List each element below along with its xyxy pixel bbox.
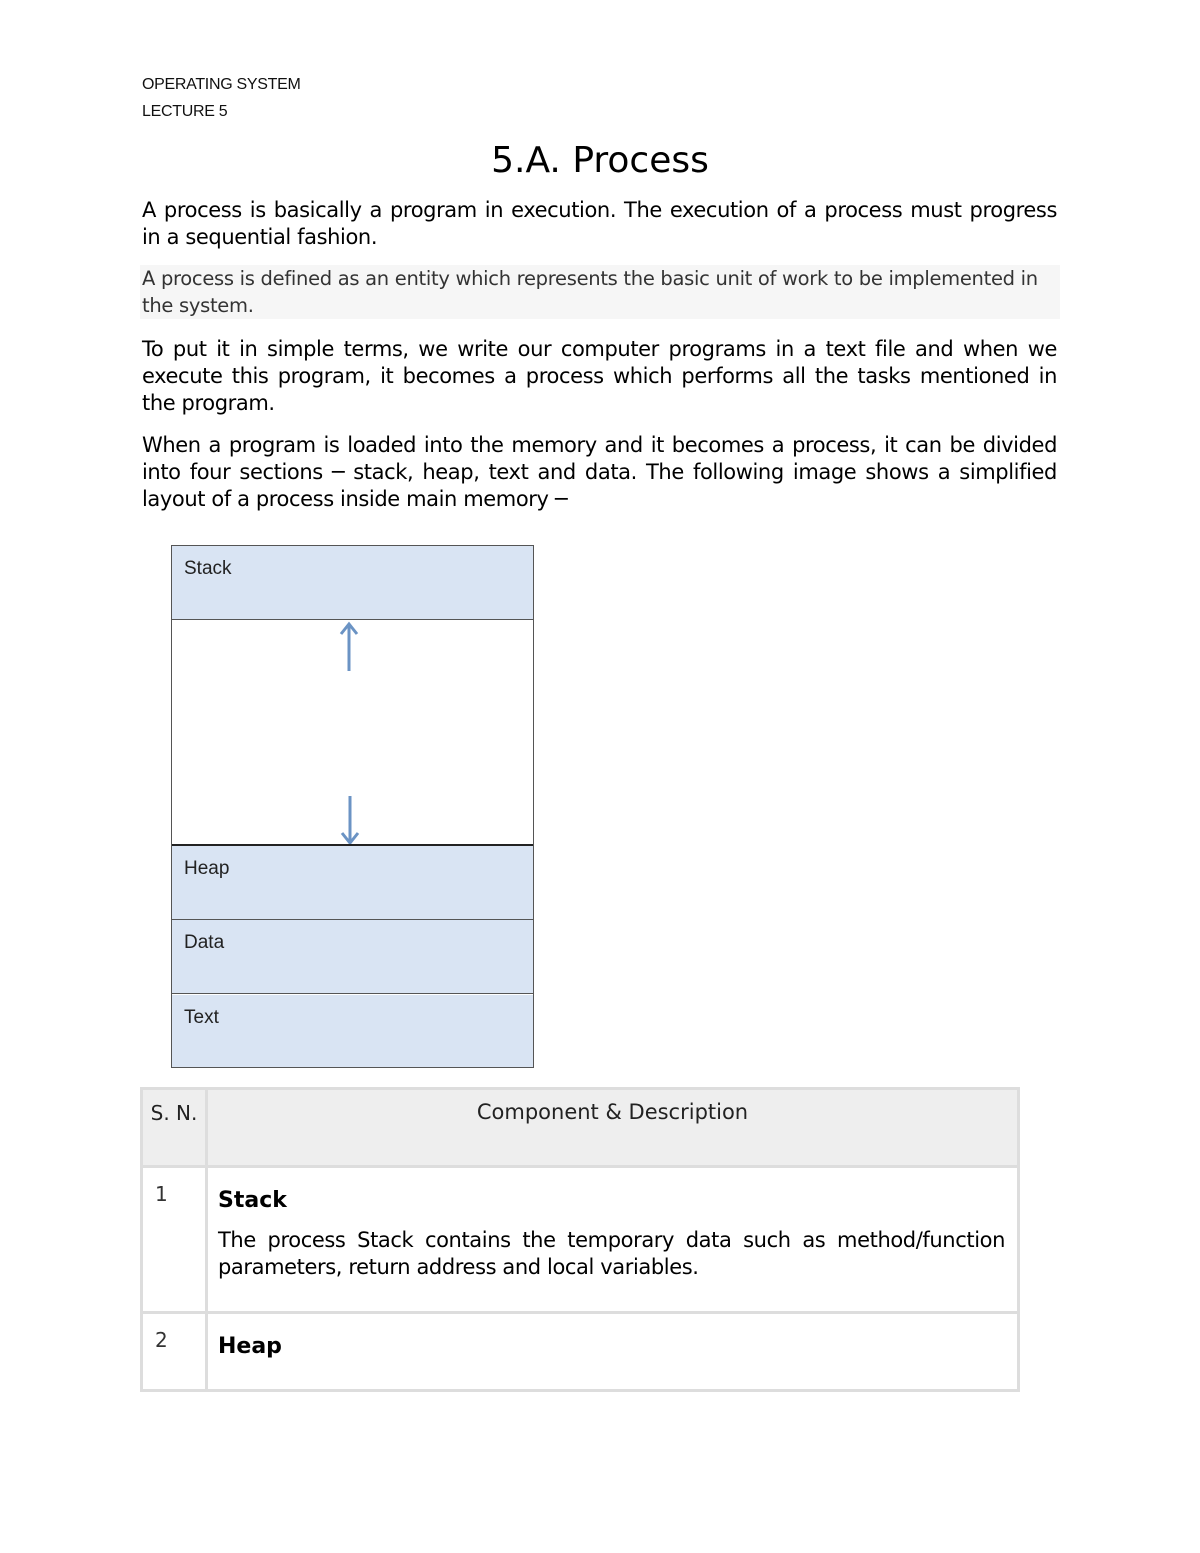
paragraph-simple-terms: To put it in simple terms, we write our computer programs in a text file and when we execute this program, it becomes a process which performs all the tasks mentioned in the program. xyxy=(142,337,1057,415)
stack-label: Stack xyxy=(184,558,232,579)
diagram-data xyxy=(172,920,533,994)
header-sn: S. N. xyxy=(142,1089,207,1167)
table-row xyxy=(142,1313,1019,1391)
table-header-row xyxy=(142,1089,1019,1167)
component-name: Stack xyxy=(218,1188,287,1213)
row-component xyxy=(207,1167,1019,1313)
paragraph-intro: A process is basically a program in execution. The execution of a process must progress in a sequential fashion. xyxy=(142,198,1057,249)
header-component: Component & Description xyxy=(207,1089,1019,1167)
diagram-stack xyxy=(172,546,533,620)
table-row xyxy=(142,1167,1019,1313)
row-component xyxy=(207,1313,1019,1391)
process-memory-diagram xyxy=(171,545,534,1068)
definition-quote: A process is defined as an entity which represents the basic unit of work to be implemented in the system. xyxy=(140,265,1060,319)
paragraph-sections: When a program is loaded into the memory and it becomes a process, it can be divided into four sections ─ stack, heap, text and data. The following image shows a simplified layout of a process inside main memory ─ xyxy=(142,433,1057,511)
component-name: Heap xyxy=(218,1334,282,1359)
component-description: The process Stack contains the temporary data such as method/function parameters, return address and local variables. xyxy=(218,1228,1005,1279)
diagram-heap xyxy=(172,844,533,920)
header-course: OPERATING SYSTEM xyxy=(142,76,301,93)
data-label: Data xyxy=(184,932,225,953)
page-title: 5.A. Process xyxy=(491,140,709,181)
diagram-text xyxy=(172,995,533,1067)
header-lecture: LECTURE 5 xyxy=(142,103,228,120)
growth-arrows-icon xyxy=(332,621,362,846)
row-number: 2 xyxy=(142,1313,207,1391)
heap-label: Heap xyxy=(184,858,230,879)
components-table xyxy=(140,1087,1020,1392)
row-number: 1 xyxy=(142,1167,207,1313)
text-label: Text xyxy=(184,1007,219,1028)
